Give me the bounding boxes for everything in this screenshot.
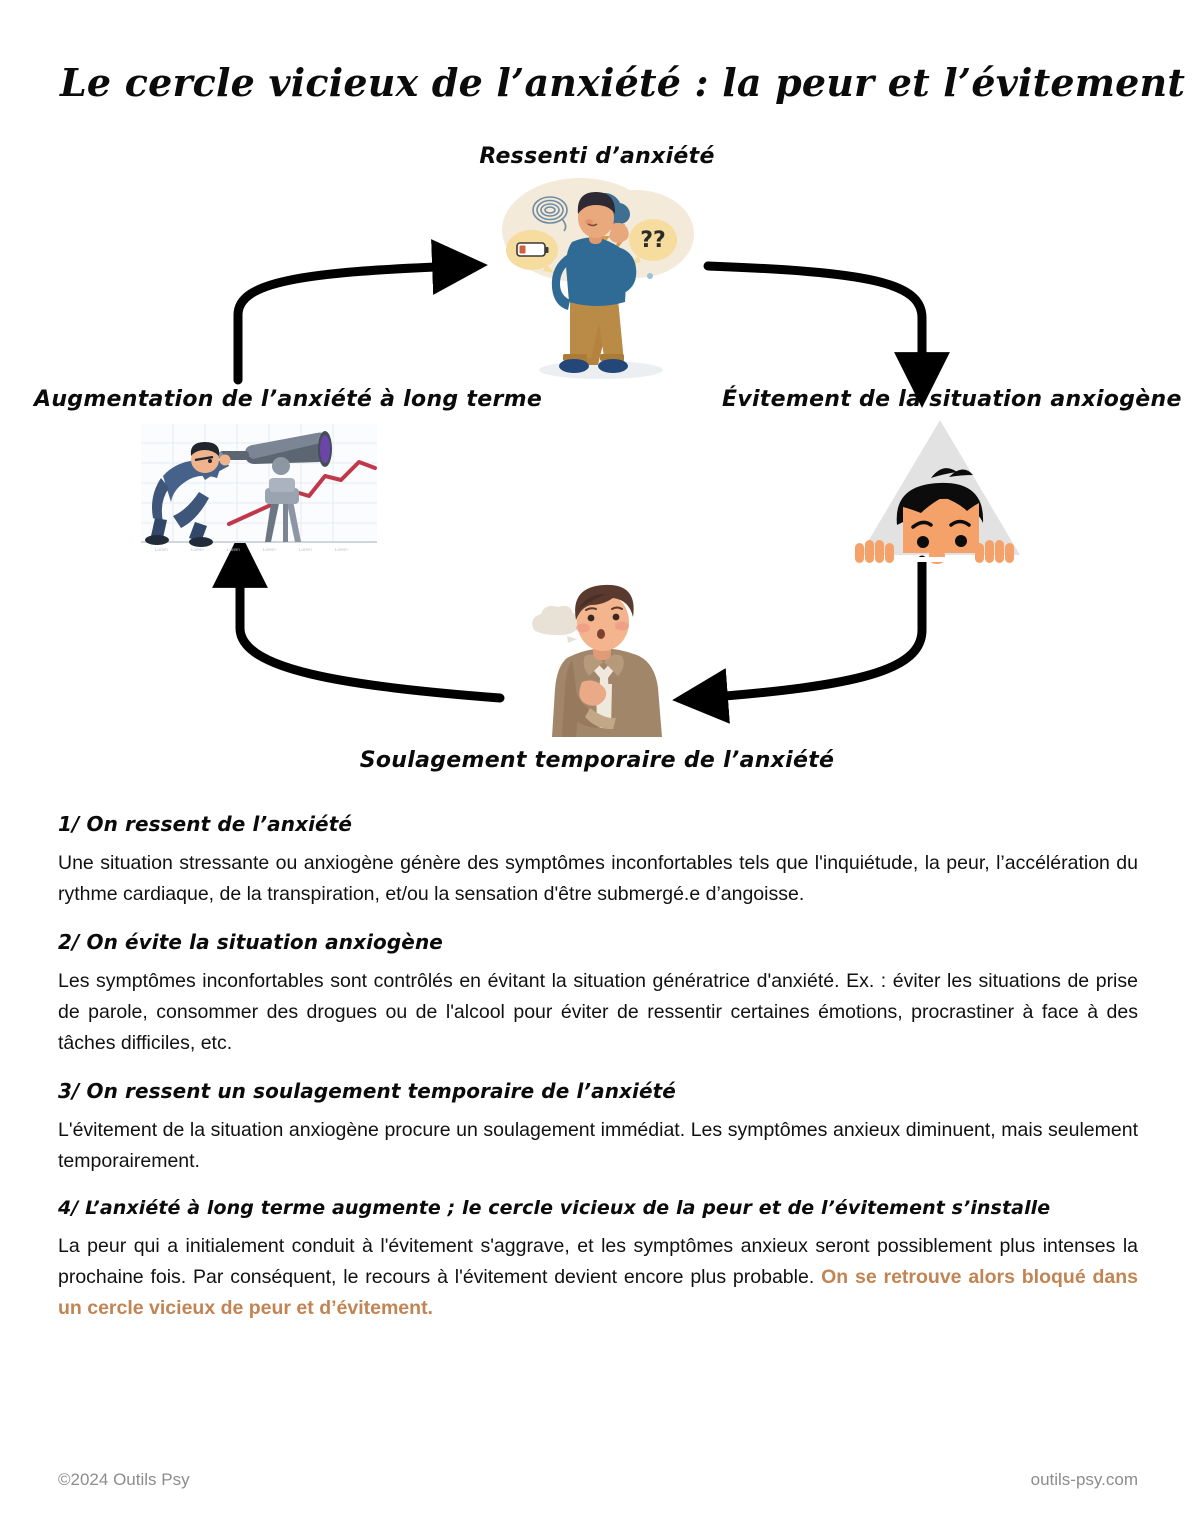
svg-text:Lorem: Lorem (299, 547, 312, 552)
section-4-heading: 4/ L’anxiété à long terme augmente ; le cercle vicieux de la peur et de l’évitement s’installe (58, 1197, 1051, 1219)
svg-text:Lorem: Lorem (155, 547, 168, 552)
section-1-body: Une situation stressante ou anxiogène génère des symptômes inconfortables tels que l'inquiétude, la peur, l’accélération du rythme cardiaque, de la transpiration, et/ou la sensation d'être submergé.e d’angoisse. (58, 852, 1138, 905)
cycle-label-relief: Soulagement temporaire de l’anxiété (359, 748, 835, 773)
cycle-label-anxiety: Ressenti d’anxiété (479, 144, 715, 169)
illustration-anxiety (488, 172, 714, 387)
illustration-long-term (133, 418, 383, 566)
page-title: Le cercle vicieux de l’anxiété : la peur et l’évitement (60, 60, 1186, 105)
section-3-heading: 3/ On ressent un soulagement temporaire de l’anxiété (58, 1079, 676, 1103)
cycle-label-avoidance: Évitement de la situation anxiogène (722, 387, 1182, 412)
cycle-label-long-term: Augmentation de l’anxiété à long terme (34, 387, 543, 412)
illustration-relief (512, 572, 690, 737)
svg-text:Lorem: Lorem (335, 547, 348, 552)
section-4-body-text: La peur qui a initialement conduit à l'évitement s'aggrave, et les symptômes anxieux seront possiblement plus intenses la prochaine fois. Par conséquent, le recours à l'évitement devient encore plus probable. (58, 1235, 1138, 1288)
section-4-highlight: On se retrouve alors bloqué dans un cercle vicieux de peur et d’évitement. (58, 1266, 1139, 1319)
footer-copyright: ©2024 Outils Psy (58, 1470, 190, 1489)
svg-text:Lorem: Lorem (227, 547, 240, 552)
section-1-heading: 1/ On ressent de l’anxiété (58, 812, 353, 836)
section-2-body: Les symptômes inconfortables sont contrôlés en évitant la situation génératrice d'anxiété. Ex. : éviter les situations de prise de parole, consommer des drogues ou de l'alcool pour éviter de ressentir certaines émotions, procrastiner à face à des tâches difficiles, etc. (58, 970, 1138, 1054)
footer-website: outils-psy.com (1030, 1470, 1138, 1489)
arrow-anxiety-to-avoidance (708, 266, 922, 380)
breath-cloud-icon (532, 606, 580, 643)
section-2 (58, 930, 1138, 1059)
vicious-cycle-diagram (0, 130, 1194, 790)
page-footer (58, 1470, 1138, 1490)
section-4-body (58, 1231, 1138, 1324)
arrow-avoidance-to-relief (700, 560, 922, 698)
arrow-longterm-to-anxiety (238, 266, 460, 380)
svg-text:??: ?? (640, 228, 666, 253)
svg-text:Lorem: Lorem (191, 547, 204, 552)
section-4 (58, 1197, 1138, 1324)
arrow-relief-to-longterm (240, 560, 500, 698)
section-3-body: L'évitement de la situation anxiogène procure un soulagement immédiat. Les symptômes anxieux diminuent, mais seulement temporairement. (58, 1119, 1138, 1172)
svg-text:Lorem: Lorem (263, 547, 276, 552)
section-3 (58, 1079, 1138, 1177)
section-1 (58, 812, 1138, 910)
explanation-sections (58, 812, 1138, 1344)
section-2-heading: 2/ On évite la situation anxiogène (58, 930, 443, 954)
illustration-avoidance (845, 415, 1035, 580)
